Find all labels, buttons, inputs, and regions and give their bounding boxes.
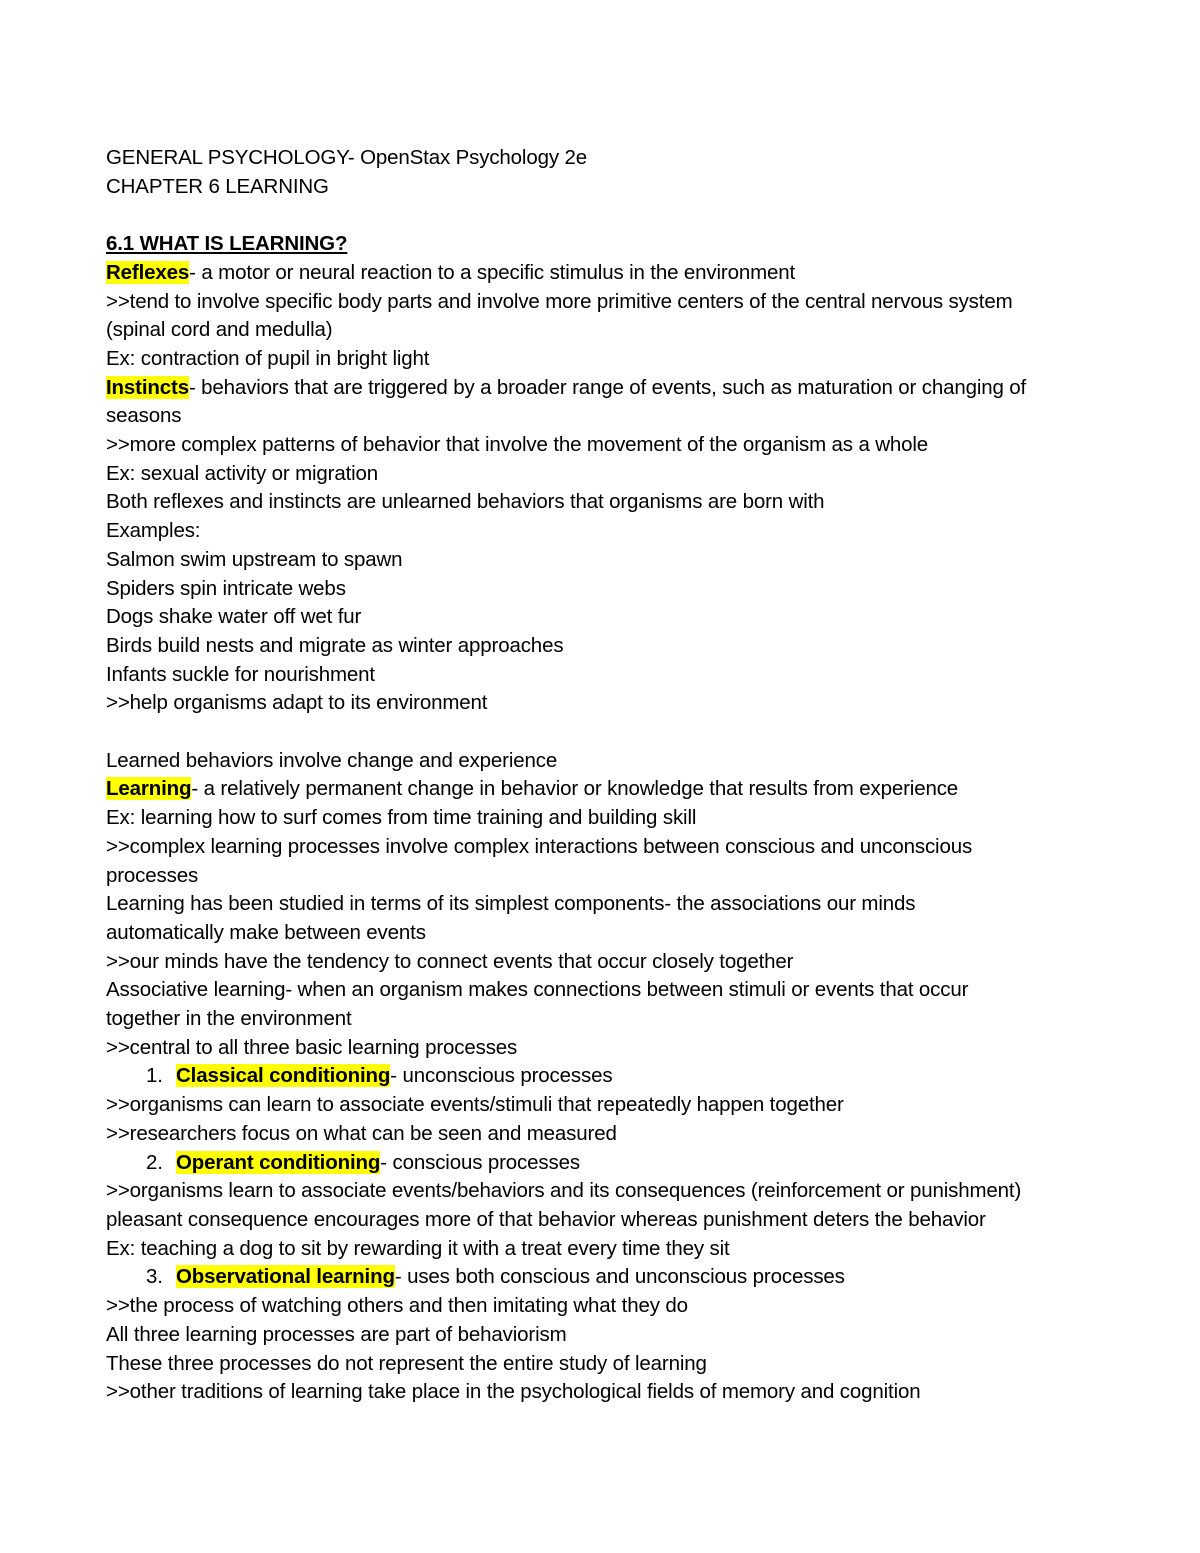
learning-studied: Learning has been studied in terms of its simplest components- the associations our minds <box>106 892 916 916</box>
unlearned-statement: Both reflexes and instincts are unlearned behaviors that organisms are born with <box>106 490 825 514</box>
process-term: Operant conditioning <box>176 1150 381 1174</box>
process-note: Ex: teaching a dog to sit by rewarding it with a treat every time they sit <box>106 1236 730 1260</box>
learning-term: Learning <box>106 777 192 801</box>
example-item: Birds build nests and migrate as winter approaches <box>106 633 564 657</box>
learning-note: >>complex learning processes involve complex interactions between conscious and unconscious <box>106 834 973 858</box>
process-term: Classical conditioning <box>176 1064 391 1088</box>
process-note: >>the process of watching others and then imitating what they do <box>106 1294 688 1318</box>
process-number: 2. <box>146 1150 163 1174</box>
learning-note: >>central to all three basic learning processes <box>106 1035 518 1059</box>
spacer <box>106 718 1096 747</box>
examples-label: Examples: <box>106 519 201 543</box>
process-term: Observational learning <box>176 1265 395 1289</box>
instincts-note: >>more complex patterns of behavior that involve the movement of the organism as a whole <box>106 433 929 457</box>
course-title: GENERAL PSYCHOLOGY- OpenStax Psychology 2e <box>106 146 587 169</box>
instincts-definition-text: - behaviors that are triggered by a broader range of events, such as maturation or changing of <box>188 375 1027 399</box>
example-item: Dogs shake water off wet fur <box>106 605 362 629</box>
process-number: 1. <box>146 1064 163 1088</box>
process-description: - conscious processes <box>380 1150 580 1174</box>
instincts-example: Ex: sexual activity or migration <box>106 461 379 485</box>
spacer <box>106 201 1096 230</box>
example-item: Salmon swim upstream to spawn <box>106 547 403 571</box>
process-description: - unconscious processes <box>390 1064 613 1088</box>
learning-studied-cont: automatically make between events <box>106 920 426 944</box>
associative-learning: Associative learning- when an organism makes connections between stimuli or events that occur <box>106 978 969 1002</box>
learning-example: Ex: learning how to surf comes from time training and building skill <box>106 806 697 830</box>
example-item: Infants suckle for nourishment <box>106 662 375 686</box>
process-item-observational <box>106 1263 1096 1292</box>
closing-line: These three processes do not represent the entire study of learning <box>106 1351 707 1375</box>
learning-intro: Learned behaviors involve change and experience <box>106 748 558 772</box>
reflexes-note-cont: (spinal cord and medulla) <box>106 318 333 342</box>
reflexes-definition <box>106 259 1096 288</box>
process-number: 3. <box>146 1265 163 1289</box>
process-note: >>organisms learn to associate events/behaviors and its consequences (reinforcement or punishment) <box>106 1179 1022 1203</box>
process-note: >>researchers focus on what can be seen and measured <box>106 1121 617 1145</box>
learning-definition-text: - a relatively permanent change in behavior or knowledge that results from experience <box>191 777 959 801</box>
closing-line: >>other traditions of learning take place in the psychological fields of memory and cognition <box>106 1380 921 1404</box>
section-heading <box>106 230 1096 259</box>
reflexes-definition-text: - a motor or neural reaction to a specific stimulus in the environment <box>189 260 796 284</box>
example-item: Spiders spin intricate webs <box>106 576 346 600</box>
reflexes-note: >>tend to involve specific body parts and involve more primitive centers of the central nervous system <box>106 289 1013 313</box>
process-note: pleasant consequence encourages more of that behavior whereas punishment deters the behavior <box>106 1207 986 1231</box>
associative-learning-cont: together in the environment <box>106 1007 352 1031</box>
process-description: - uses both conscious and unconscious processes <box>394 1265 845 1289</box>
instincts-definition-cont: seasons <box>106 404 182 428</box>
instincts-definition <box>106 374 1096 403</box>
learning-note: >>our minds have the tendency to connect events that occur closely together <box>106 949 794 973</box>
learning-definition <box>106 775 1096 804</box>
reflexes-example: Ex: contraction of pupil in bright light <box>106 346 430 370</box>
process-item-operant <box>106 1149 1096 1178</box>
document-body <box>106 144 1096 1407</box>
reflexes-term: Reflexes <box>106 260 190 284</box>
process-item-classical <box>106 1062 1096 1091</box>
learning-note-cont: processes <box>106 863 199 887</box>
instincts-term: Instincts <box>106 375 189 399</box>
chapter-title: CHAPTER 6 LEARNING <box>106 174 329 198</box>
closing-line: All three learning processes are part of behaviorism <box>106 1322 567 1346</box>
process-note: >>organisms can learn to associate events/stimuli that repeatedly happen together <box>106 1093 844 1117</box>
unlearned-note: >>help organisms adapt to its environment <box>106 691 488 715</box>
section-heading-text: 6.1 WHAT IS LEARNING? <box>106 232 348 256</box>
